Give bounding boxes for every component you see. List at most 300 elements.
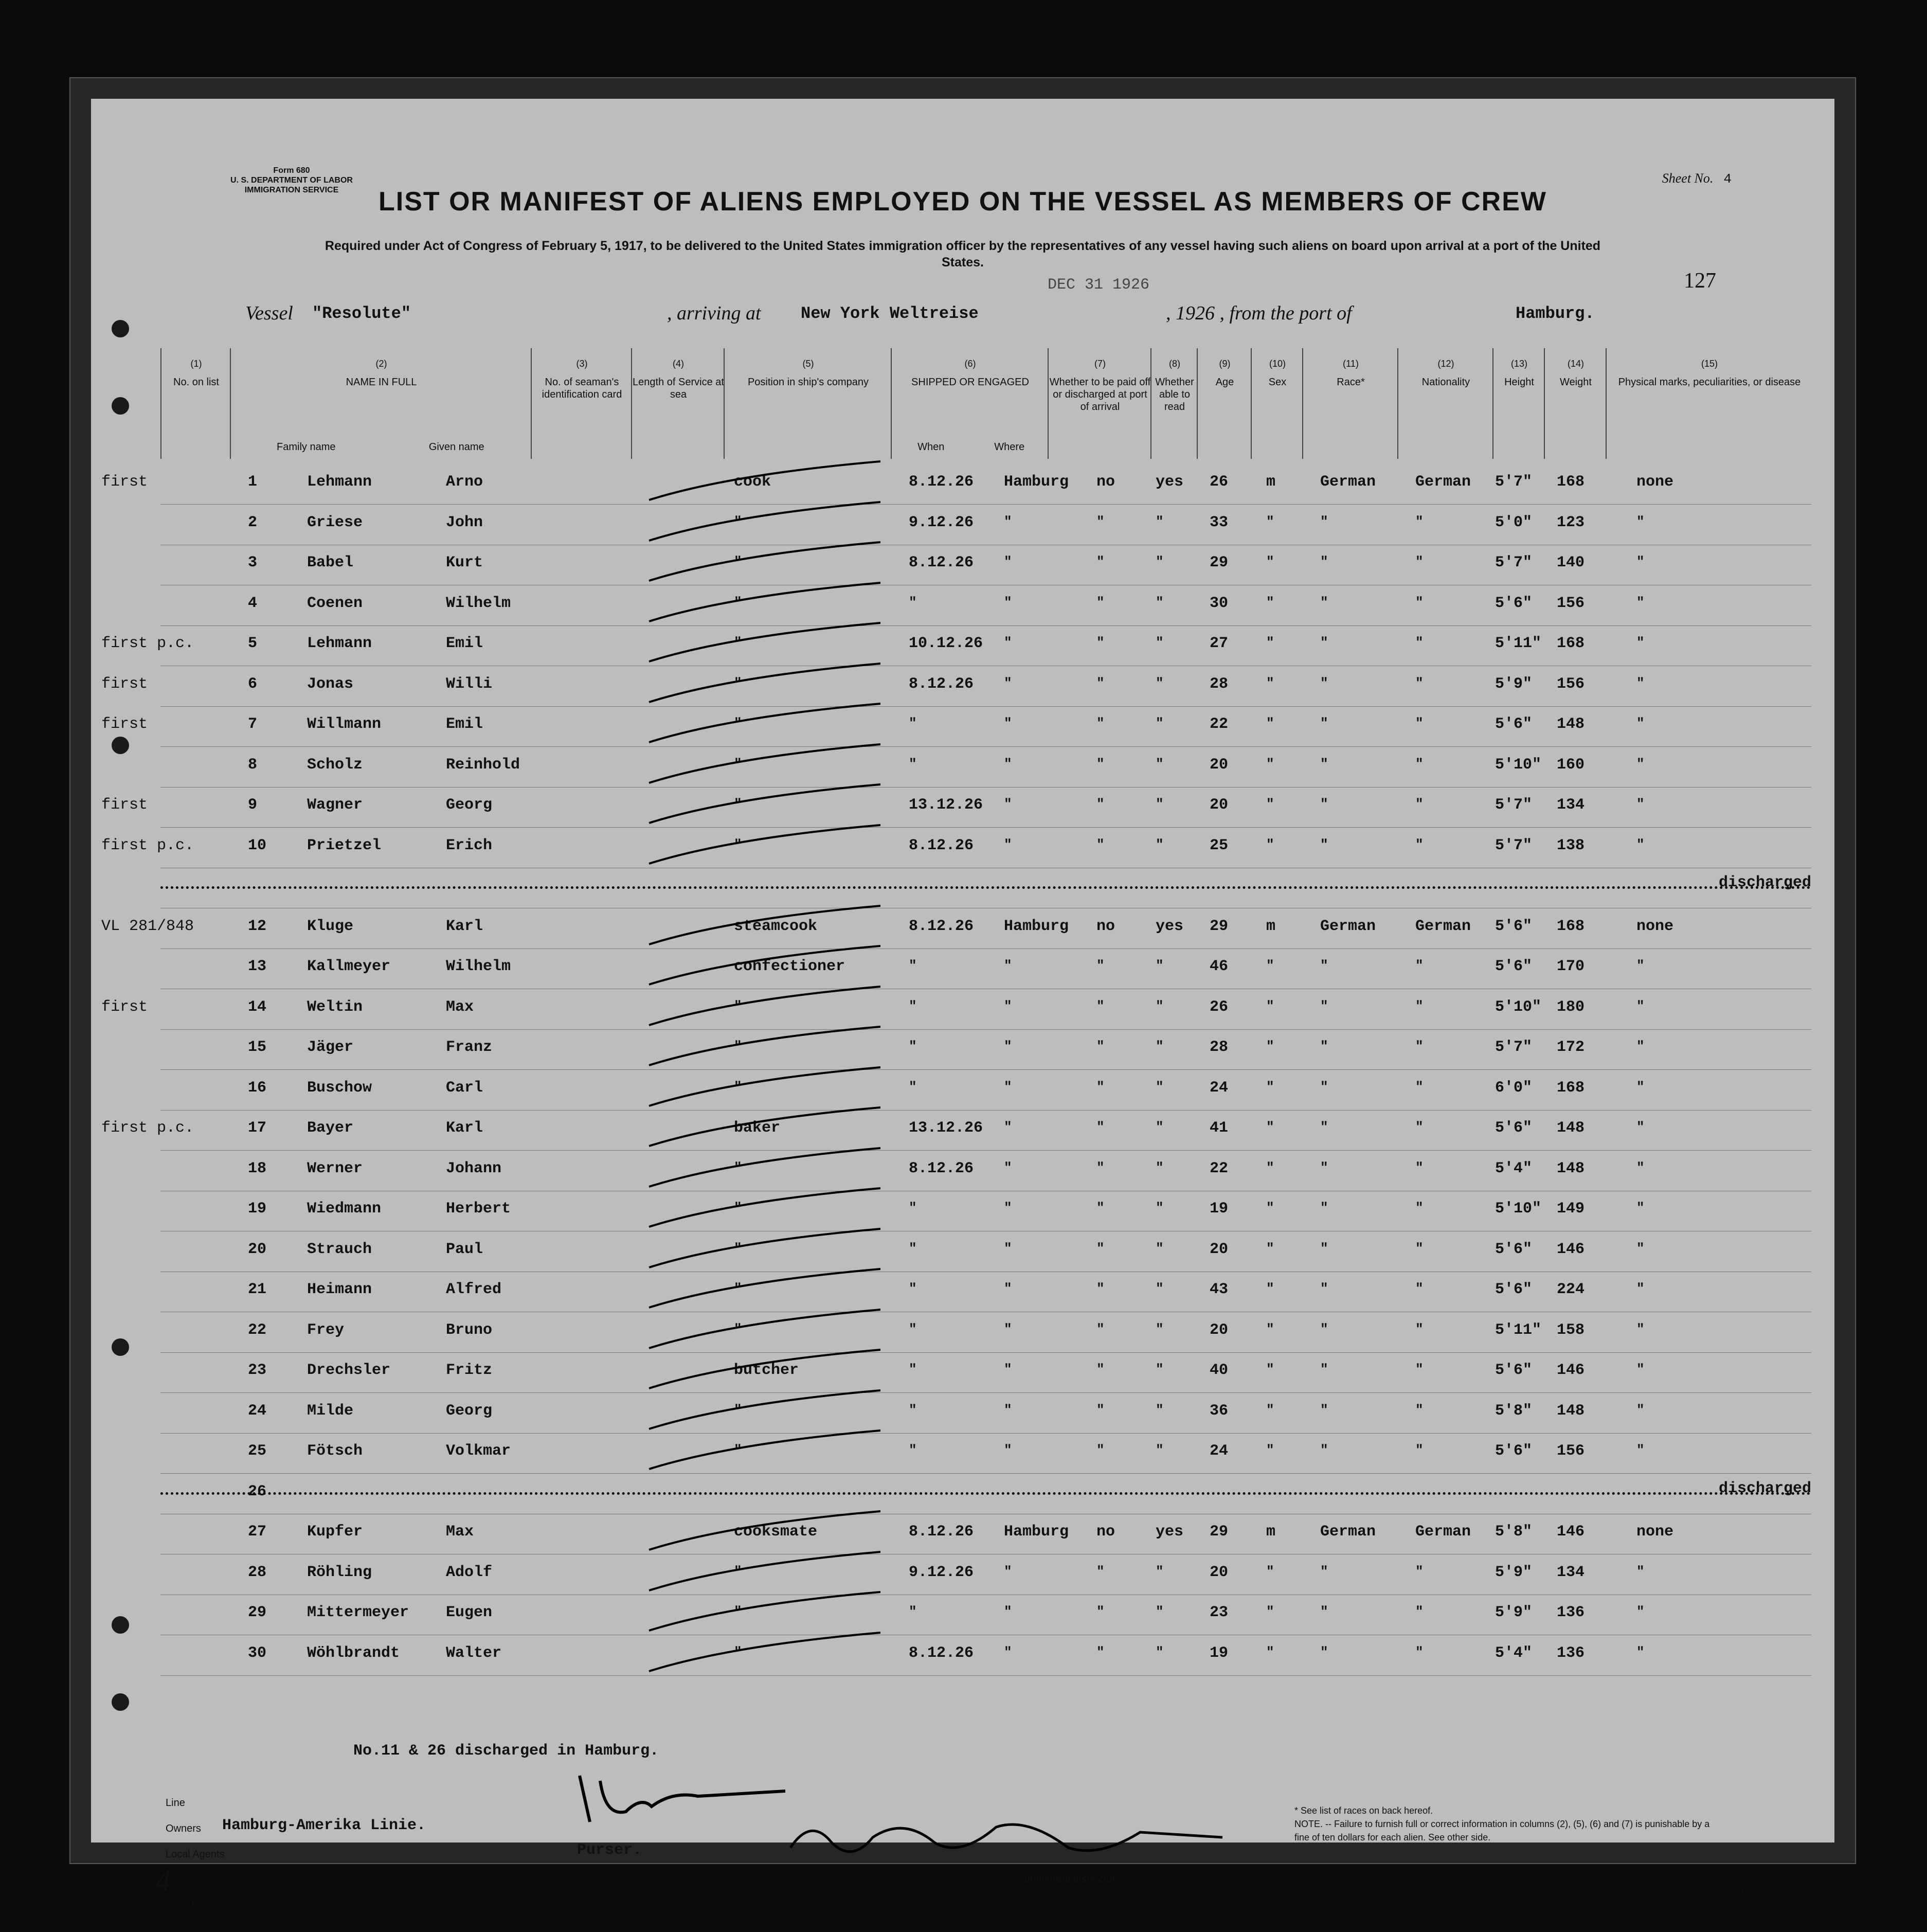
shipped-where: " <box>1004 1119 1012 1135</box>
able-to-read: yes <box>1156 917 1184 935</box>
shipped-when: 10.12.26 <box>909 635 983 652</box>
check-stroke <box>639 580 896 627</box>
check-stroke <box>639 620 896 667</box>
family-name: Buschow <box>307 1079 372 1097</box>
physical-marks: " <box>1636 1604 1645 1619</box>
paid-off: " <box>1096 1563 1105 1579</box>
given-name: Adolf <box>446 1563 493 1581</box>
race: " <box>1320 1240 1328 1256</box>
race: " <box>1320 1604 1328 1619</box>
family-name: Jäger <box>307 1039 354 1056</box>
form-code: F. 53. <box>1724 1885 1747 1895</box>
sex: " <box>1266 1281 1274 1296</box>
binder-hole <box>112 737 129 754</box>
struck-out-line <box>160 1492 1811 1495</box>
column-sublabel: Where <box>994 441 1025 453</box>
column-header <box>531 348 632 459</box>
weight: 224 <box>1557 1281 1585 1298</box>
nationality: " <box>1415 958 1424 973</box>
height: 5'6" <box>1495 1240 1533 1258</box>
height: 5'7" <box>1495 1039 1533 1056</box>
position: " <box>734 796 742 812</box>
margin-note: first p.c. <box>101 1119 194 1137</box>
weight: 136 <box>1557 1604 1585 1621</box>
margin-note: first <box>101 715 148 733</box>
row-number: 1 <box>248 473 258 491</box>
table-row <box>160 1312 1811 1353</box>
table-row <box>101 1110 1811 1151</box>
column-header <box>1197 348 1252 459</box>
table-row <box>160 1433 1811 1474</box>
shipped-where: " <box>1004 998 1012 1014</box>
binder-hole <box>112 1693 129 1711</box>
handwritten-page: 4 <box>155 1864 171 1898</box>
discharged-label: discharged <box>1719 874 1812 891</box>
margin-note: first <box>101 796 148 814</box>
column-header <box>1544 348 1607 459</box>
weight: 149 <box>1557 1200 1585 1218</box>
shipped-when: 8.12.26 <box>909 675 974 693</box>
column-header <box>1048 348 1151 459</box>
shipped-when: 8.12.26 <box>909 554 974 571</box>
able-to-read: " <box>1156 1039 1164 1054</box>
sex: " <box>1266 554 1274 569</box>
column-header <box>230 348 532 459</box>
check-stroke <box>639 984 896 1030</box>
printer-line: 19 7. 26. 1000 <box>166 1900 205 1907</box>
shipped-when: " <box>909 998 917 1014</box>
check-stroke <box>639 742 896 788</box>
table-row <box>160 1514 1811 1554</box>
given-name: Bruno <box>446 1321 493 1339</box>
binder-hole <box>112 1616 129 1634</box>
row-number: 20 <box>248 1240 267 1258</box>
sex: " <box>1266 756 1274 772</box>
sex: " <box>1266 998 1274 1014</box>
service-name: IMMIGRATION SERVICE <box>244 186 339 194</box>
age: 46 <box>1210 958 1229 975</box>
shipped-where: " <box>1004 1079 1012 1095</box>
position: " <box>734 1563 742 1579</box>
shipped-when: " <box>909 715 917 731</box>
position: steamcook <box>734 917 818 935</box>
table-row <box>160 1554 1811 1595</box>
weight: 156 <box>1557 594 1585 612</box>
race: " <box>1320 1644 1328 1660</box>
shipped-when: 13.12.26 <box>909 1119 983 1137</box>
column-header <box>631 348 725 459</box>
paid-off: " <box>1096 1119 1105 1135</box>
position: " <box>734 513 742 529</box>
sheet-number <box>1662 171 1732 187</box>
column-label: Position in ship's company <box>747 377 869 388</box>
position: " <box>734 635 742 650</box>
able-to-read: " <box>1156 554 1164 569</box>
shipped-where: " <box>1004 513 1012 529</box>
paid-off: " <box>1096 1442 1105 1458</box>
column-number: (9) <box>1219 359 1231 369</box>
sex: " <box>1266 715 1274 731</box>
shipped-where: " <box>1004 1200 1012 1215</box>
physical-marks: " <box>1636 1402 1645 1418</box>
physical-marks: " <box>1636 1119 1645 1135</box>
row-number: 15 <box>248 1039 267 1056</box>
able-to-read: " <box>1156 1402 1164 1418</box>
weight: 168 <box>1557 917 1585 935</box>
given-name: Arno <box>446 473 483 491</box>
family-name: Griese <box>307 513 363 531</box>
table-row <box>101 787 1811 828</box>
race: " <box>1320 715 1328 731</box>
race: " <box>1320 958 1328 973</box>
family-name: Fötsch <box>307 1442 363 1460</box>
table-row <box>160 949 1811 989</box>
weight: 148 <box>1557 1402 1585 1420</box>
paid-off: " <box>1096 1039 1105 1054</box>
height: 5'6" <box>1495 715 1533 733</box>
given-name: Paul <box>446 1240 483 1258</box>
column-label: Physical marks, peculiarities, or disease <box>1618 377 1801 388</box>
shipped-when: 8.12.26 <box>909 473 974 491</box>
table-row <box>101 706 1811 747</box>
column-number: (15) <box>1701 359 1718 369</box>
shipped-where: " <box>1004 1159 1012 1175</box>
column-sublabel: When <box>917 441 945 453</box>
shipped-when: " <box>909 1039 917 1054</box>
shipped-when: " <box>909 958 917 973</box>
able-to-read: " <box>1156 594 1164 610</box>
row-number: 28 <box>248 1563 267 1581</box>
owners-label: Owners <box>166 1823 201 1834</box>
sex: " <box>1266 1362 1274 1377</box>
table-row <box>160 1272 1811 1312</box>
physical-marks: " <box>1636 1442 1645 1458</box>
sex: m <box>1266 1523 1276 1541</box>
age: 40 <box>1210 1362 1229 1379</box>
height: 5'7" <box>1495 473 1533 491</box>
sex: " <box>1266 1159 1274 1175</box>
column-number: (10) <box>1269 359 1286 369</box>
discharged-label: discharged <box>1719 1479 1812 1497</box>
weight: 134 <box>1557 796 1585 814</box>
given-name: Max <box>446 1523 474 1541</box>
department-name: U. S. DEPARTMENT OF LABOR <box>230 176 353 185</box>
position: baker <box>734 1119 781 1137</box>
position: " <box>734 1039 742 1054</box>
height: 5'0" <box>1495 513 1533 531</box>
shipped-where: " <box>1004 1563 1012 1579</box>
physical-marks: " <box>1636 1321 1645 1337</box>
family-name: Wagner <box>307 796 363 814</box>
shipped-when: 13.12.26 <box>909 796 983 814</box>
able-to-read: " <box>1156 1079 1164 1095</box>
age: 33 <box>1210 513 1229 531</box>
age: 28 <box>1210 675 1229 693</box>
binder-hole <box>112 397 129 415</box>
race: " <box>1320 836 1328 852</box>
age: 36 <box>1210 1402 1229 1420</box>
given-name: John <box>446 513 483 531</box>
paid-off: " <box>1096 1281 1105 1296</box>
age: 20 <box>1210 1321 1229 1339</box>
vessel-label: Vessel <box>245 302 293 324</box>
paid-off: " <box>1096 675 1105 691</box>
shipped-when: " <box>909 1079 917 1095</box>
weight: 156 <box>1557 1442 1585 1460</box>
given-name: Kurt <box>446 554 483 571</box>
column-number: (1) <box>190 359 202 369</box>
weight: 168 <box>1557 473 1585 491</box>
nationality: " <box>1415 1079 1424 1095</box>
column-number: (14) <box>1567 359 1584 369</box>
age: 20 <box>1210 1563 1229 1581</box>
margin-note: first <box>101 473 148 491</box>
family-name: Kallmeyer <box>307 958 391 975</box>
weight: 134 <box>1557 1563 1585 1581</box>
able-to-read: yes <box>1156 473 1184 491</box>
shipped-where: " <box>1004 1240 1012 1256</box>
paid-off: " <box>1096 715 1105 731</box>
column-label: Whether to be paid off or discharged at port of arrival <box>1049 377 1151 413</box>
position: cooksmate <box>734 1523 818 1541</box>
column-number: (13) <box>1510 359 1527 369</box>
shipped-when: " <box>909 1604 917 1619</box>
position: " <box>734 1604 742 1619</box>
shipped-where: Hamburg <box>1004 473 1069 491</box>
shipped-when: " <box>909 1402 917 1418</box>
family-name: Lehmann <box>307 635 372 652</box>
column-header <box>160 348 231 459</box>
column-label: Race* <box>1337 377 1365 388</box>
weight: 160 <box>1557 756 1585 774</box>
row-number: 22 <box>248 1321 267 1339</box>
weight: 146 <box>1557 1523 1585 1541</box>
family-name: Willmann <box>307 715 382 733</box>
able-to-read: " <box>1156 1119 1164 1135</box>
nationality: " <box>1415 1039 1424 1054</box>
check-stroke <box>639 1347 896 1393</box>
family-name: Scholz <box>307 756 363 774</box>
race: " <box>1320 796 1328 812</box>
shipped-where: " <box>1004 594 1012 610</box>
physical-marks: " <box>1636 836 1645 852</box>
position: " <box>734 1281 742 1296</box>
age: 25 <box>1210 836 1229 854</box>
position: " <box>734 594 742 610</box>
able-to-read: " <box>1156 1321 1164 1337</box>
page-number: 127 <box>1684 269 1716 293</box>
paid-off: " <box>1096 1362 1105 1377</box>
family-name: Weltin <box>307 998 363 1016</box>
nationality: German <box>1415 473 1471 491</box>
arriving-port: New York Weltreise <box>801 304 979 323</box>
given-name: Emil <box>446 715 483 733</box>
race: German <box>1320 917 1376 935</box>
table-row <box>160 1231 1811 1272</box>
position: " <box>734 1442 742 1458</box>
sex: m <box>1266 917 1276 935</box>
margin-note: VL 281/848 <box>101 917 194 935</box>
check-stroke <box>639 943 896 990</box>
sheet-value: 4 <box>1723 171 1732 187</box>
nationality: " <box>1415 675 1424 691</box>
paid-off: no <box>1096 473 1115 491</box>
check-stroke <box>639 499 896 546</box>
sex: " <box>1266 594 1274 610</box>
physical-marks: " <box>1636 1159 1645 1175</box>
shipped-where: " <box>1004 836 1012 852</box>
able-to-read: yes <box>1156 1523 1184 1541</box>
age: 26 <box>1210 473 1229 491</box>
check-stroke <box>639 822 896 869</box>
age: 20 <box>1210 756 1229 774</box>
family-name: Lehmann <box>307 473 372 491</box>
shipped-where: Hamburg <box>1004 1523 1069 1541</box>
paid-off: " <box>1096 513 1105 529</box>
table-row <box>160 1393 1811 1434</box>
row-number: 25 <box>248 1442 267 1460</box>
owners-value: Hamburg-Amerika Linie. <box>222 1817 426 1834</box>
height: 5'4" <box>1495 1159 1533 1177</box>
shipped-when: 8.12.26 <box>909 917 974 935</box>
race-footnote: * See list of races on back hereof. <box>1294 1805 1433 1816</box>
height: 5'6" <box>1495 1119 1533 1137</box>
physical-marks: " <box>1636 756 1645 772</box>
given-name: Willi <box>446 675 493 693</box>
column-number: (12) <box>1437 359 1454 369</box>
column-label: Nationality <box>1421 377 1470 388</box>
year-label: , 1926 , from the port of <box>1166 302 1352 324</box>
check-stroke <box>639 1105 896 1151</box>
given-name: Franz <box>446 1039 493 1056</box>
shipped-where: " <box>1004 756 1012 772</box>
paid-off: " <box>1096 635 1105 650</box>
table-row <box>101 625 1811 666</box>
row-number: 29 <box>248 1604 267 1621</box>
shipped-where: " <box>1004 1362 1012 1377</box>
physical-marks: " <box>1636 1240 1645 1256</box>
age: 28 <box>1210 1039 1229 1056</box>
physical-marks: " <box>1636 1362 1645 1377</box>
arriving-label: , arriving at <box>667 302 761 324</box>
nationality: " <box>1415 756 1424 772</box>
able-to-read: " <box>1156 1159 1164 1175</box>
height: 5'7" <box>1495 796 1533 814</box>
column-label: Length of Service at sea <box>633 377 724 400</box>
paid-off: no <box>1096 1523 1115 1541</box>
height: 5'11" <box>1495 635 1542 652</box>
check-stroke <box>639 1509 896 1555</box>
shipped-where: " <box>1004 1281 1012 1296</box>
table-row <box>101 989 1811 1030</box>
table-row <box>160 1595 1811 1635</box>
column-label: Sex <box>1268 377 1287 388</box>
paid-off: no <box>1096 917 1115 935</box>
column-number: (6) <box>964 359 976 369</box>
physical-marks: " <box>1636 1644 1645 1660</box>
shipped-when: 9.12.26 <box>909 513 974 531</box>
inspector-signature <box>780 1806 1243 1868</box>
sheet-label: Sheet No. <box>1662 171 1714 186</box>
column-label: Weight <box>1560 377 1592 388</box>
race: " <box>1320 1200 1328 1215</box>
local-agents-label: Local Agents <box>166 1849 225 1860</box>
position: cook <box>734 473 771 491</box>
check-stroke <box>639 1428 896 1474</box>
weight: 140 <box>1557 554 1585 571</box>
table-row <box>101 828 1811 868</box>
paid-off: " <box>1096 1402 1105 1418</box>
able-to-read: " <box>1156 836 1164 852</box>
nationality: " <box>1415 1644 1424 1660</box>
row-number: 3 <box>248 554 258 571</box>
family-name: Heimann <box>307 1281 372 1298</box>
row-number: 27 <box>248 1523 267 1541</box>
nationality: " <box>1415 1281 1424 1296</box>
departure-port: Hamburg. <box>1516 304 1595 323</box>
column-label: NAME IN FULL <box>346 377 417 388</box>
check-stroke <box>639 1549 896 1596</box>
height: 5'8" <box>1495 1523 1533 1541</box>
race: " <box>1320 1119 1328 1135</box>
weight: 136 <box>1557 1644 1585 1662</box>
height: 5'6" <box>1495 958 1533 975</box>
sex: " <box>1266 1079 1274 1095</box>
race: German <box>1320 1523 1376 1541</box>
physical-marks: " <box>1636 715 1645 731</box>
given-name: Max <box>446 998 474 1016</box>
column-header <box>1150 348 1198 459</box>
height: 5'9" <box>1495 1604 1533 1621</box>
physical-marks: " <box>1636 635 1645 650</box>
age: 19 <box>1210 1200 1229 1218</box>
nationality: German <box>1415 917 1471 935</box>
weight: 123 <box>1557 513 1585 531</box>
check-stroke <box>639 782 896 828</box>
weight: 146 <box>1557 1362 1585 1379</box>
sex: " <box>1266 1039 1274 1054</box>
column-label: SHIPPED OR ENGAGED <box>911 377 1029 388</box>
weight: 172 <box>1557 1039 1585 1056</box>
height: 5'9" <box>1495 1563 1533 1581</box>
able-to-read: " <box>1156 715 1164 731</box>
sex: " <box>1266 1200 1274 1215</box>
manifest-sheet <box>69 77 1856 1907</box>
row-number: 7 <box>248 715 258 733</box>
height: 5'10" <box>1495 998 1542 1016</box>
race: " <box>1320 756 1328 772</box>
table-row <box>160 868 1811 908</box>
check-stroke <box>639 903 896 950</box>
column-label: Whether able to read <box>1155 377 1194 413</box>
age: 20 <box>1210 1240 1229 1258</box>
race: " <box>1320 1281 1328 1296</box>
paid-off: " <box>1096 1200 1105 1215</box>
row-number: 8 <box>248 756 258 774</box>
paid-off: " <box>1096 958 1105 973</box>
position: " <box>734 1079 742 1095</box>
race: " <box>1320 1442 1328 1458</box>
form-number: Form 680 <box>273 166 310 175</box>
column-number: (2) <box>375 359 387 369</box>
weight: 138 <box>1557 836 1585 854</box>
column-header <box>1251 348 1303 459</box>
check-stroke <box>639 701 896 747</box>
age: 41 <box>1210 1119 1229 1137</box>
sex: " <box>1266 635 1274 650</box>
column-header <box>724 348 892 459</box>
sex: " <box>1266 796 1274 812</box>
